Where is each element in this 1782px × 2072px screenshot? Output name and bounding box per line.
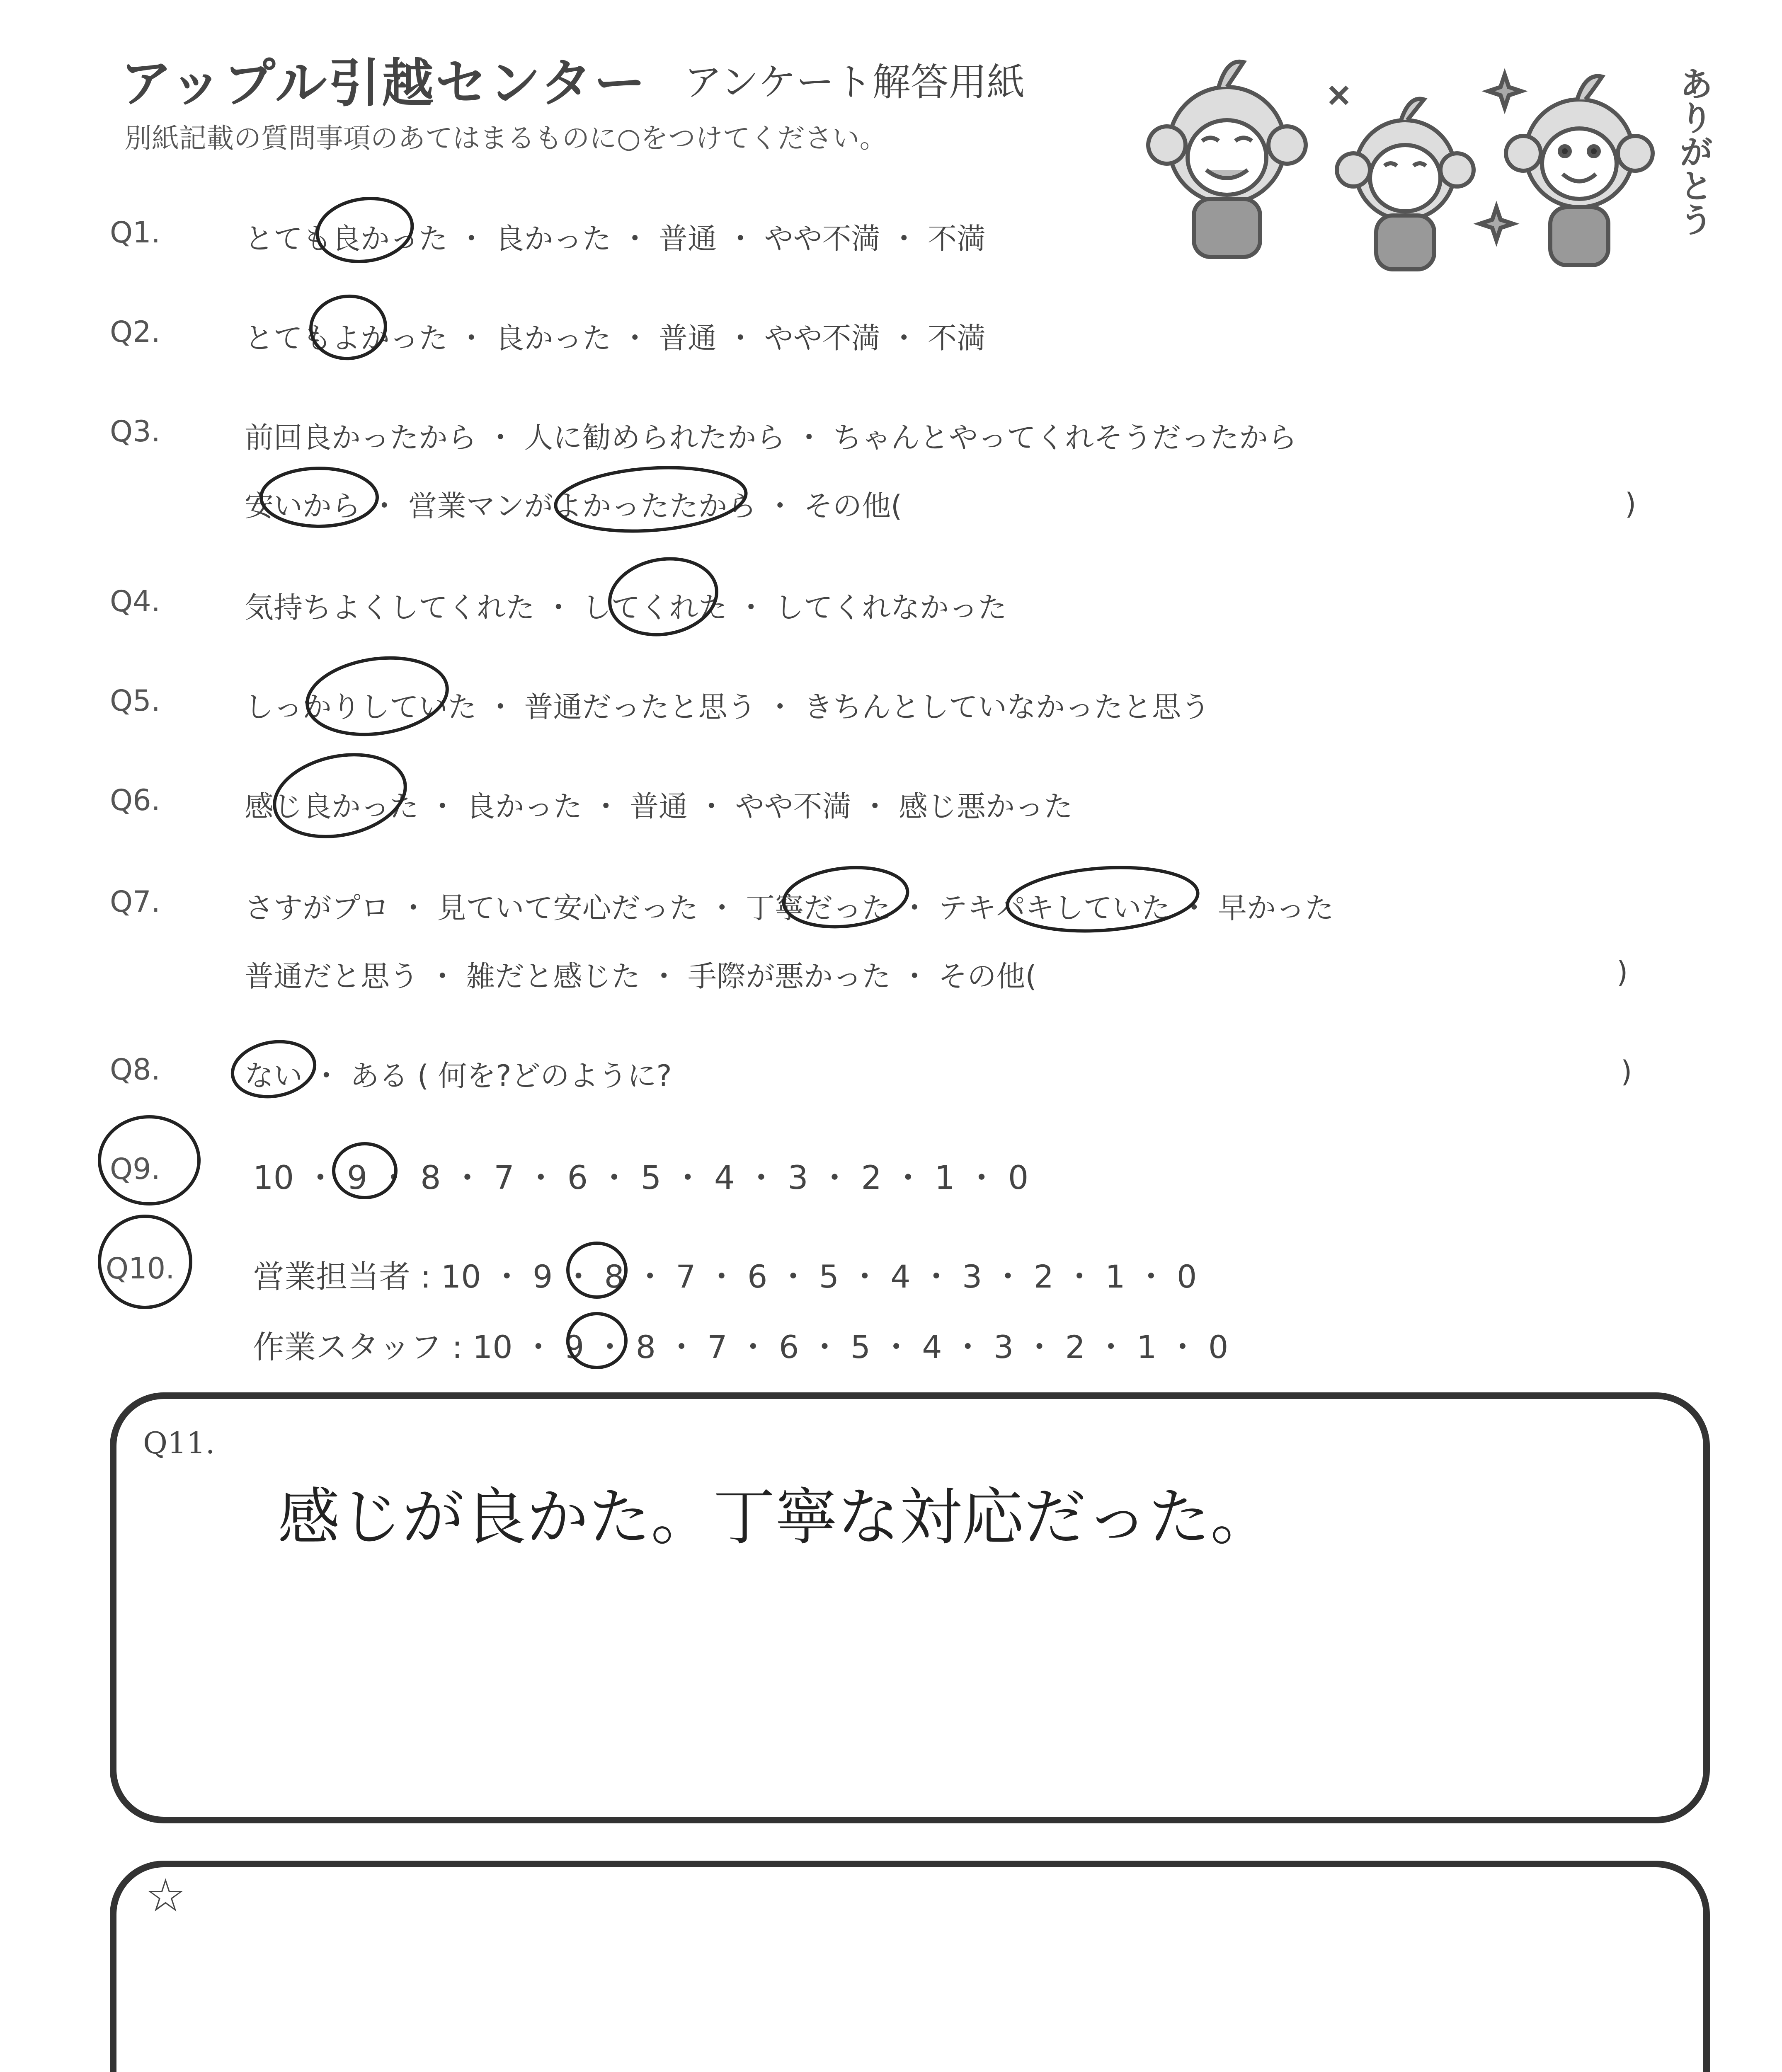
q7-options-line1[interactable]: さすがプロ ・ 見ていて安心だった ・ 丁寧だった ・ テキパキしていた ・ 早かった [245,891,1334,925]
q3-close-paren: ) [1625,487,1637,521]
q9-answer-circle [334,1144,396,1198]
q8-label: Q8. [110,1053,160,1087]
form-instruction: 別紙記載の質問事項のあてはまるものに○をつけてください。 [124,122,887,154]
q6-label: Q6. [110,783,160,817]
form-subtitle: アンケート解答用紙 [684,60,1025,104]
q7-close-paren: ) [1617,955,1628,989]
q7-circle-a [781,862,911,933]
q10-sales-options[interactable]: 営業担当者 : 10 ・ 9 ・ 8 ・ 7 ・ 6 ・ 5 ・ 4 ・ 3 ・ 2 ・ 1 ・ 0 [253,1258,1197,1295]
q10-label-circle [99,1216,191,1307]
q10-staff-options[interactable]: 作業スタッフ : 10 ・ 9 ・ 8 ・ 7 ・ 6 ・ 5 ・ 4 ・ 3 ・ 2 ・ 1 ・ 0 [253,1329,1229,1365]
q4-circle [604,551,722,643]
q3-circle [261,468,377,526]
q3-options-line1[interactable]: 前回良かったから ・ 人に勧められたから ・ ちゃんとやってくれそうだったから [245,421,1297,455]
q1-circle [313,193,417,268]
q8-options[interactable]: ない ・ ある ( 何を?どのように? [245,1059,672,1093]
q4-label: Q4. [110,584,160,618]
thanks-text: ありがとう [1674,66,1713,236]
q8-circle [228,1036,319,1103]
q3b-circle [553,462,748,537]
q7-label: Q7. [110,885,160,919]
q10-staff-circle [568,1314,626,1368]
comment-box [110,1861,1710,2072]
q6-circle [267,743,413,848]
q9-label-circle [99,1117,199,1204]
q7-circle-b [1005,862,1200,937]
q2-circle [308,293,388,361]
q11-handwritten-answer[interactable]: 感じが良かた。丁寧な対応だった。 [278,1481,1273,1554]
q2-options[interactable]: とてもよかった ・ 良かった ・ 普通 ・ やや不満 ・ 不満 [245,321,986,355]
q5-options[interactable]: しっかりしていた ・ 普通だったと思う ・ きちんとしていなかったと思う [245,690,1210,724]
q3-label: Q3. [110,414,160,448]
q10-sales-circle [568,1243,626,1297]
q10-label: Q10. [106,1251,175,1285]
form-title: アップル引越センター [120,53,647,114]
star-icon: ☆ [145,1869,186,1922]
q5-circle [302,649,452,743]
q2-label: Q2. [110,315,160,349]
q1-options[interactable]: とても良かった ・ 良かった ・ 普通 ・ やや不満 ・ 不満 [245,222,986,256]
q4-options[interactable]: 気持ちよくしてくれた ・ してくれた ・ してくれなかった [245,591,1007,625]
q9-label: Q9. [110,1152,160,1186]
q6-options[interactable]: 感じ良かった ・ 良かった ・ 普通 ・ やや不満 ・ 感じ悪かった [245,789,1073,823]
q1-label: Q1. [110,215,160,249]
q8-close-paren: ) [1621,1055,1632,1089]
q11-label: Q11. [143,1426,215,1460]
q11-box [110,1392,1710,1823]
q3-options-line2[interactable]: 安いから ・ 営業マンがよかったたから ・ その他( [245,489,902,523]
q5-label: Q5. [110,684,160,718]
q7-options-line2[interactable]: 普通だと思う ・ 雑だと感じた ・ 手際が悪かった ・ その他( [245,959,1037,993]
q9-options[interactable]: 10 ・ 9 ・ 8 ・ 7 ・ 6 ・ 5 ・ 4 ・ 3 ・ 2 ・ 1 ・ 0 [253,1159,1029,1197]
